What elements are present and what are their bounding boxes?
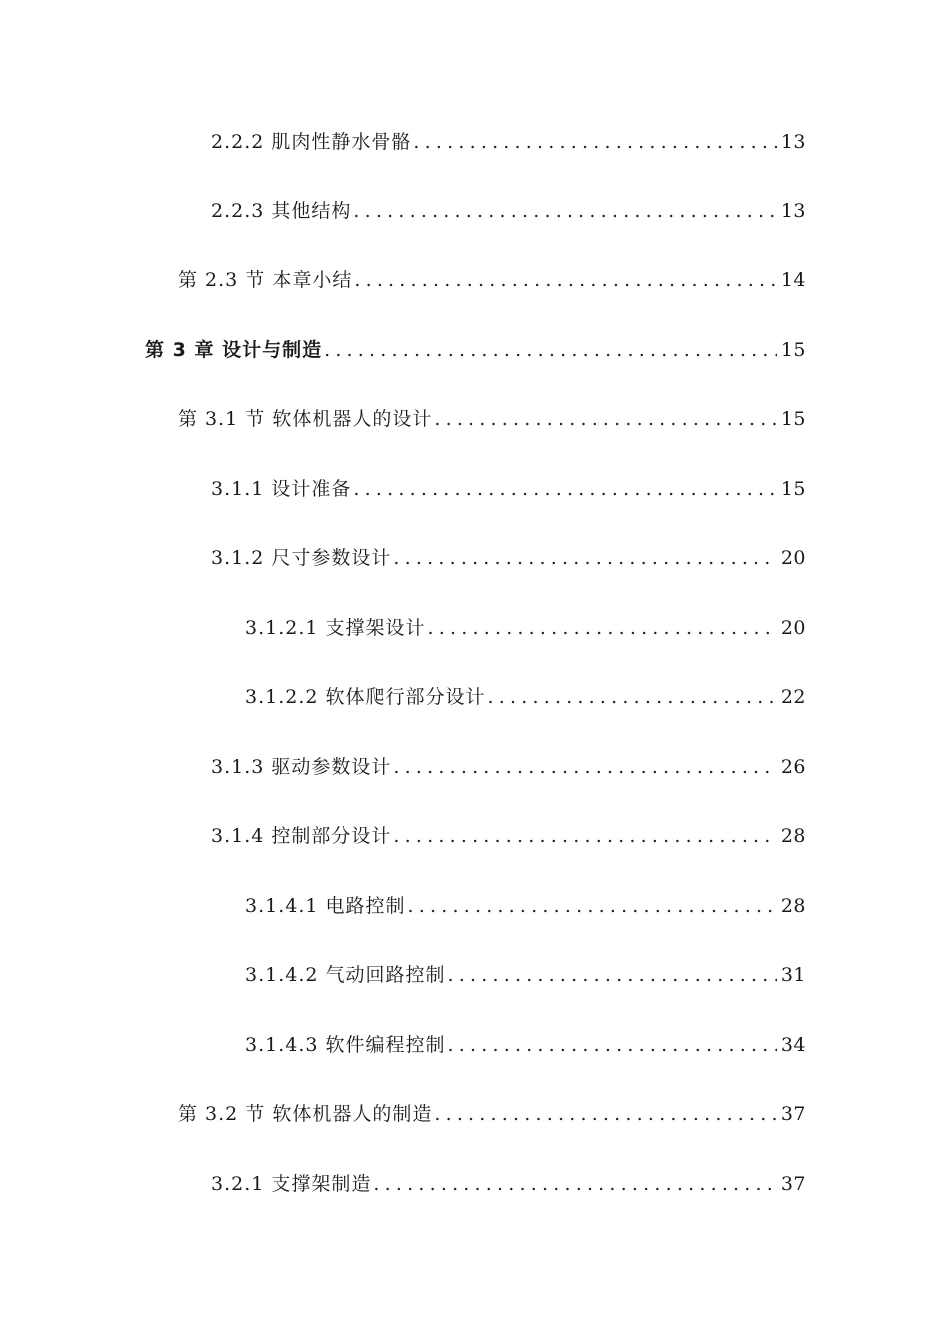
toc-entry-title: 3.1.4.2 气动回路控制 [245,964,446,986]
toc-entry-page: 15 [780,478,806,500]
toc-entry-title: 第 3.2 节 软体机器人的制造 [178,1103,433,1125]
dot-leader [354,265,776,295]
dot-leader [324,335,777,365]
toc-entry-title: 3.1.2.2 软体爬行部分设计 [245,686,486,708]
dot-leader [373,1169,776,1199]
dot-leader [353,474,776,504]
toc-entry-page: 13 [780,131,806,153]
toc-entry[interactable] [211,821,806,851]
toc-entry-page: 14 [780,269,806,291]
toc-entry[interactable] [178,404,806,434]
toc-entry-page: 34 [780,1034,806,1056]
dot-leader [353,196,776,226]
toc-entry[interactable] [211,543,806,573]
dot-leader [488,682,777,712]
toc-entry-title: 3.2.1 支撑架制造 [211,1173,372,1195]
toc-entry-title: 2.2.2 肌肉性静水骨骼 [211,131,412,153]
toc-entry[interactable] [211,196,806,226]
dot-leader [448,1030,777,1060]
toc-chapter-title: 第 3 章 设计与制造 [145,339,323,361]
dot-leader [393,821,776,851]
toc-entry-page: 13 [780,200,806,222]
dot-leader [428,613,777,643]
toc-entry-page: 37 [780,1173,806,1195]
toc-entry[interactable] [211,1169,806,1199]
toc-entry[interactable] [245,891,806,921]
dot-leader [434,1099,776,1129]
toc-entry-page: 15 [780,408,806,430]
toc-entry-title: 3.1.1 设计准备 [211,478,352,500]
toc-entry-title: 第 3.1 节 软体机器人的设计 [178,408,433,430]
toc-entry[interactable] [245,682,806,712]
toc-entry-page: 31 [780,964,806,986]
toc-entry-title: 3.1.2 尺寸参数设计 [211,547,392,569]
toc-entry-title: 3.1.2.1 支撑架设计 [245,617,426,639]
toc-entry[interactable] [211,752,806,782]
toc-entry-title: 3.1.3 驱动参数设计 [211,756,392,778]
toc-entry-page: 20 [780,617,806,639]
toc-entry[interactable] [178,1099,806,1129]
toc-entry-title: 3.1.4 控制部分设计 [211,825,392,847]
toc-entry-page: 28 [780,825,806,847]
toc-entry-title: 3.1.4.1 电路控制 [245,895,406,917]
dot-leader [393,543,776,573]
dot-leader [448,960,777,990]
toc-entry-page: 26 [780,756,806,778]
toc-entry-page: 15 [780,339,806,361]
toc-entry-title: 2.2.3 其他结构 [211,200,352,222]
toc-entry-page: 28 [780,895,806,917]
dot-leader [408,891,777,921]
toc-entry[interactable] [211,127,806,157]
toc-entry[interactable] [178,265,806,295]
toc-entry[interactable] [245,1030,806,1060]
toc-entry[interactable] [211,474,806,504]
toc-entry-page: 20 [780,547,806,569]
toc-chapter-entry[interactable] [145,335,806,365]
toc-entry-page: 37 [780,1103,806,1125]
toc-entry[interactable] [245,960,806,990]
dot-leader [413,127,776,157]
dot-leader [393,752,776,782]
toc-entry[interactable] [245,613,806,643]
toc-entry-title: 第 2.3 节 本章小结 [178,269,353,291]
dot-leader [434,404,776,434]
toc-entry-page: 22 [780,686,806,708]
toc-entry-title: 3.1.4.3 软件编程控制 [245,1034,446,1056]
